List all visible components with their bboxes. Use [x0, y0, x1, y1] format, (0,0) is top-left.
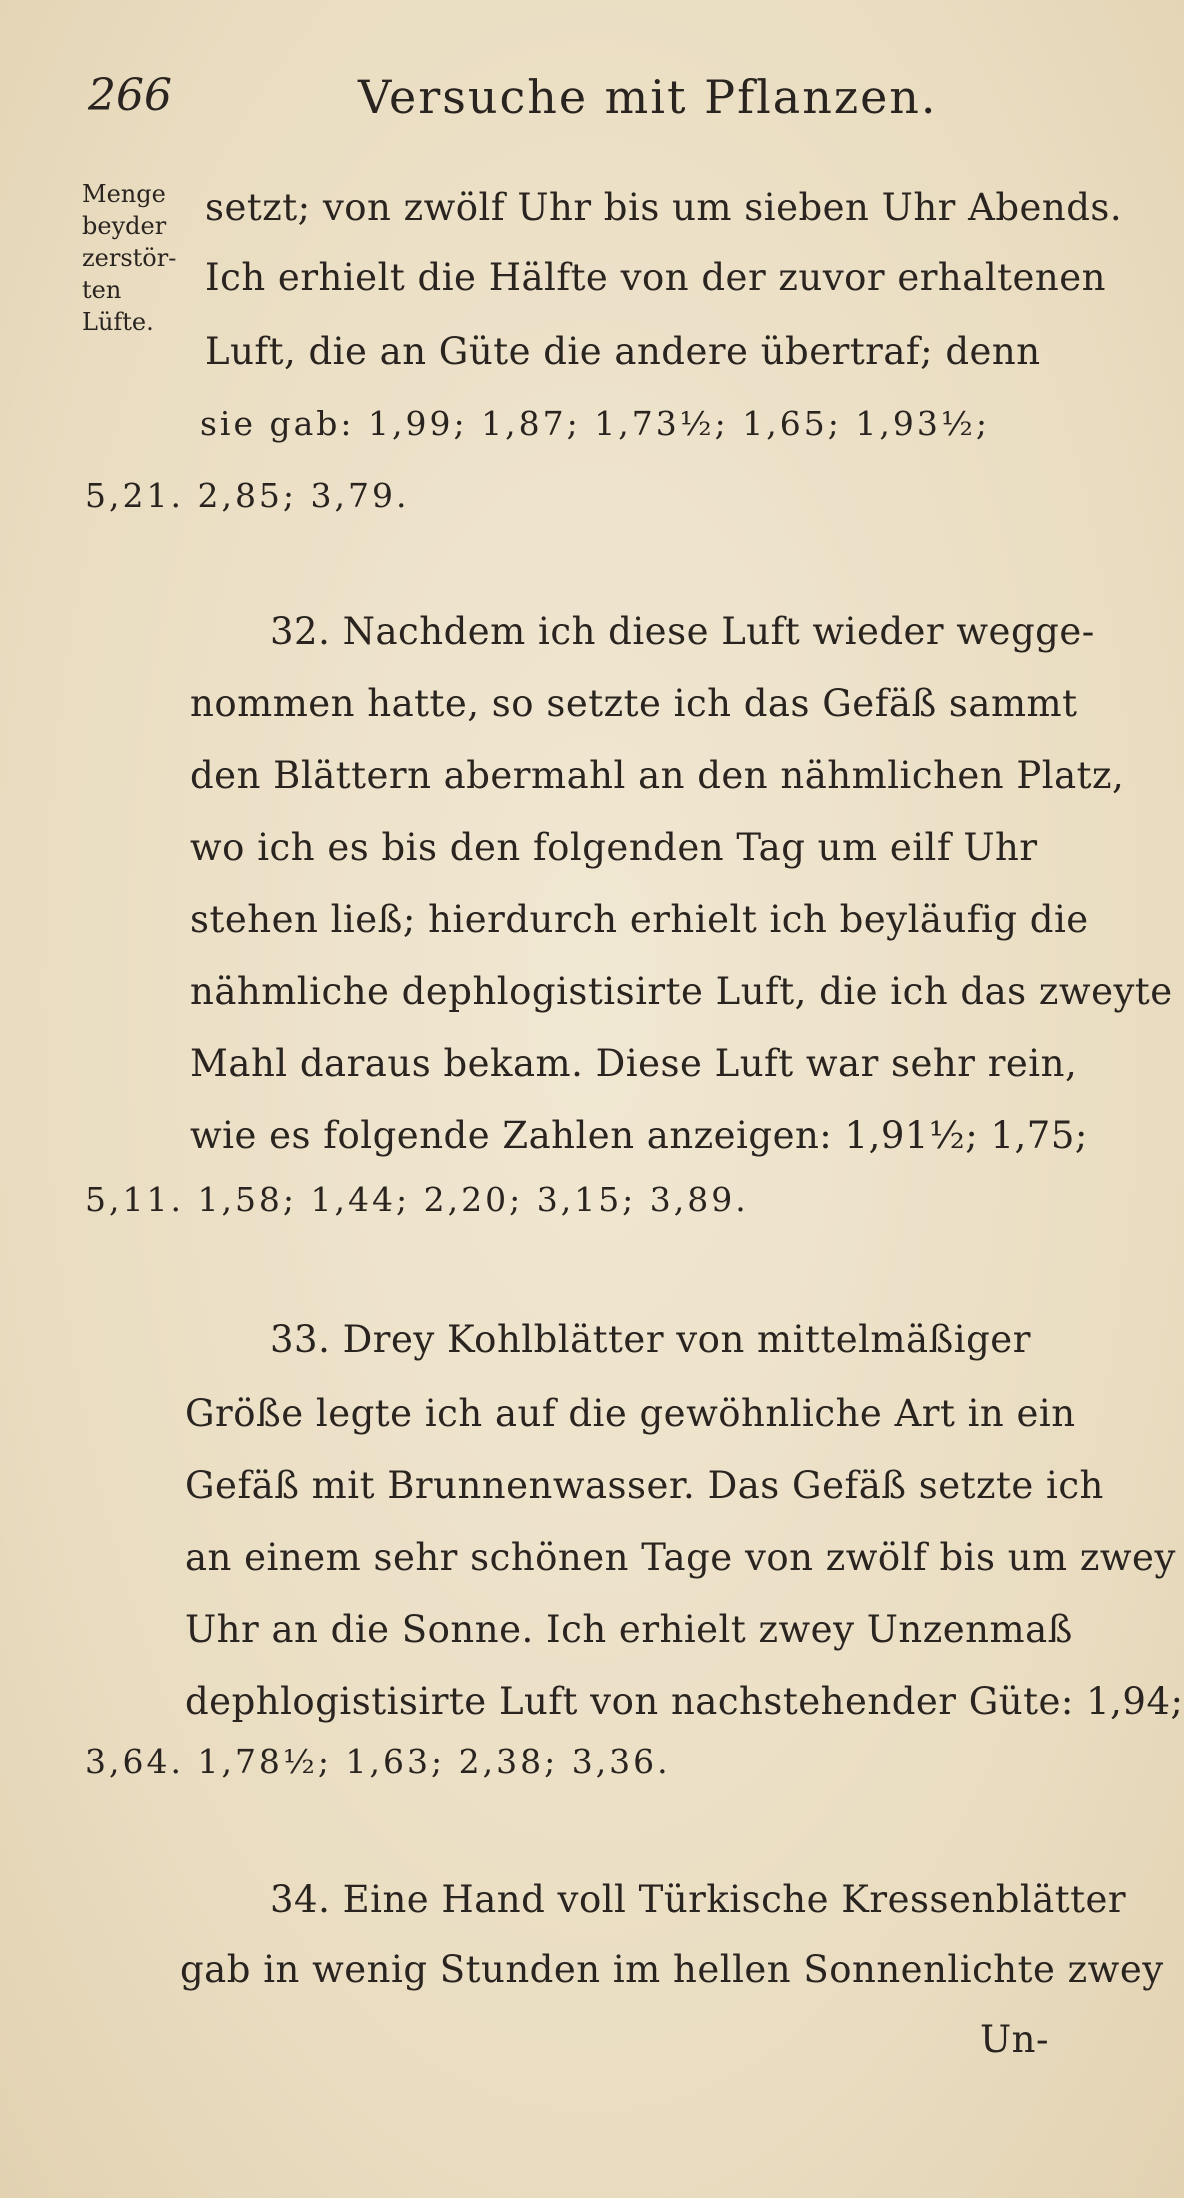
text-line: Luft, die an Güte die andere übertraf; denn: [205, 330, 1041, 373]
text-line: Ich erhielt die Hälfte von der zuvor erhaltenen: [205, 256, 1106, 299]
page-number: 266: [88, 70, 172, 121]
catchword: Un-: [980, 2018, 1050, 2061]
text-line: 5,21. 2,85; 3,79.: [85, 476, 410, 515]
margin-note-line: ten: [82, 276, 122, 304]
text-line: dephlogistisirte Luft von nachstehender Güte: 1,94;: [185, 1680, 1184, 1723]
paragraph-start: 33. Drey Kohlblätter von mittelmäßiger: [270, 1318, 1031, 1361]
text-line: den Blättern abermahl an den nähmlichen Platz,: [190, 754, 1125, 797]
margin-note-line: Lüfte.: [82, 308, 154, 336]
text-line: wie es folgende Zahlen anzeigen: 1,91½; 1,75;: [190, 1114, 1088, 1157]
text-line: setzt; von zwölf Uhr bis um sieben Uhr Abends.: [205, 186, 1123, 229]
text-line: Uhr an die Sonne. Ich erhielt zwey Unzenmaß: [185, 1608, 1073, 1651]
text-line: 3,64. 1,78½; 1,63; 2,38; 3,36.: [85, 1742, 671, 1781]
margin-note-line: zerstör-: [82, 244, 177, 272]
margin-note: [82, 178, 192, 338]
text-line: 5,11. 1,58; 1,44; 2,20; 3,15; 3,89.: [85, 1180, 749, 1219]
text-line: gab in wenig Stunden im hellen Sonnenlichte zwey: [180, 1948, 1164, 1991]
running-title: Versuche mit Pflanzen.: [358, 70, 938, 124]
text-line: Mahl daraus bekam. Diese Luft war sehr rein,: [190, 1042, 1078, 1085]
page-header: [88, 70, 1098, 140]
paragraph-start: 32. Nachdem ich diese Luft wieder wegge-: [270, 610, 1095, 653]
text-line: sie gab: 1,99; 1,87; 1,73½; 1,65; 1,93½;: [200, 404, 990, 443]
text-line: wo ich es bis den folgenden Tag um eilf Uhr: [190, 826, 1038, 869]
text-line: nähmliche dephlogistisirte Luft, die ich das zweyte: [190, 970, 1173, 1013]
paragraph-start: 34. Eine Hand voll Türkische Kressenblätter: [270, 1878, 1127, 1921]
text-line: Größe legte ich auf die gewöhnliche Art in ein: [185, 1392, 1076, 1435]
text-line: nommen hatte, so setzte ich das Gefäß sammt: [190, 682, 1078, 725]
text-line: stehen ließ; hierdurch erhielt ich beyläufig die: [190, 898, 1089, 941]
margin-note-line: Menge: [82, 180, 166, 208]
margin-note-line: beyder: [82, 212, 167, 240]
text-line: Gefäß mit Brunnenwasser. Das Gefäß setzte ich: [185, 1464, 1104, 1507]
text-line: an einem sehr schönen Tage von zwölf bis um zwey: [185, 1536, 1176, 1579]
